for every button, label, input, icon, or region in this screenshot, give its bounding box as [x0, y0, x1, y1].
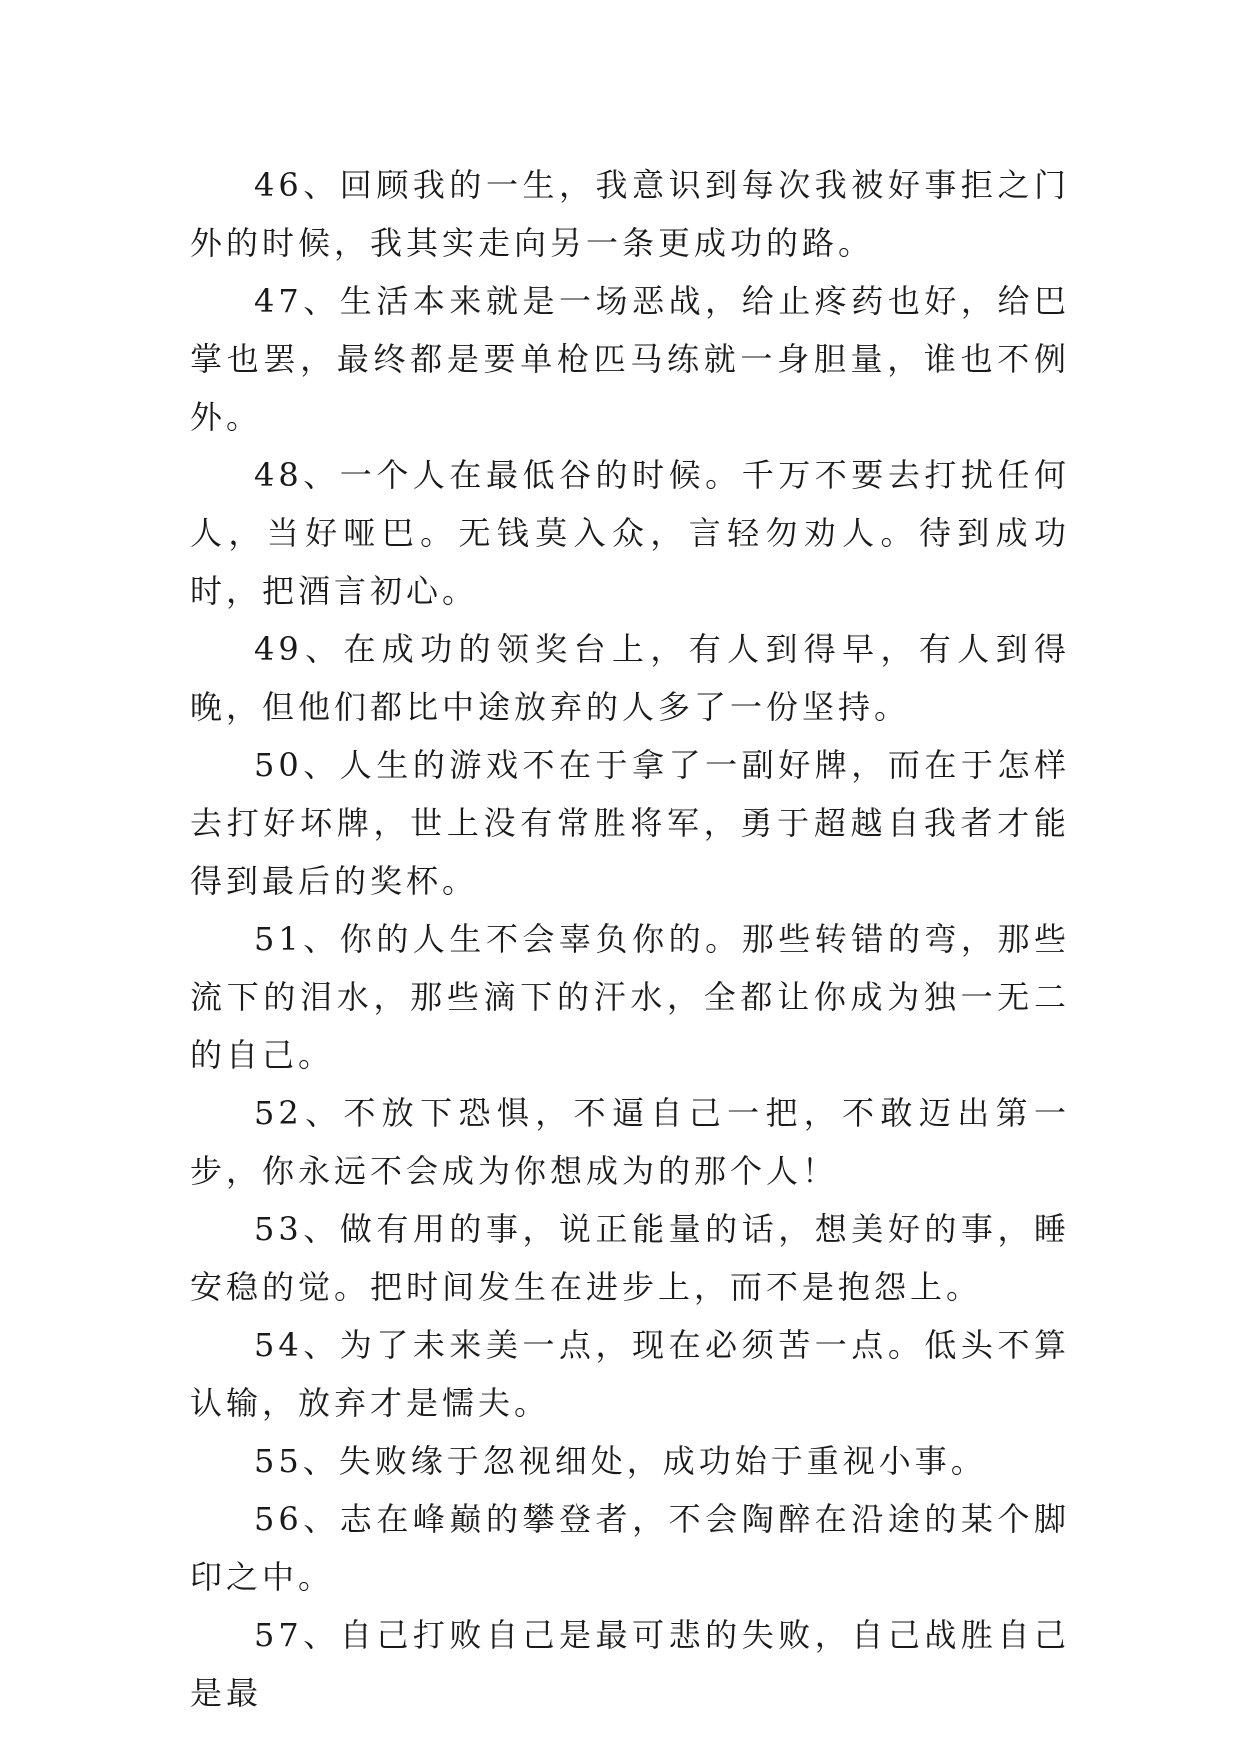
- paragraph-53: 53、做有用的事，说正能量的话，想美好的事，睡安稳的觉。把时间发生在进步上，而不是抱怨上。: [190, 1210, 1070, 1306]
- paragraph-49: 49、在成功的领奖台上，有人到得早，有人到得晚，但他们都比中途放弃的人多了一份坚持。: [190, 630, 1070, 726]
- document-body: [190, 156, 1070, 1722]
- paragraph-57: 57、自己打败自己是最可悲的失败，自己战胜自己是最: [190, 1616, 1070, 1712]
- paragraph-48: 48、一个人在最低谷的时候。千万不要去打扰任何人，当好哑巴。无钱莫入众，言轻勿劝人。待到成功时，把酒言初心。: [190, 456, 1070, 610]
- paragraph-47: 47、生活本来就是一场恶战，给止疼药也好，给巴掌也罢，最终都是要单枪匹马练就一身胆量，谁也不例外。: [190, 282, 1070, 436]
- paragraph-56: 56、志在峰巅的攀登者，不会陶醉在沿途的某个脚印之中。: [190, 1500, 1070, 1596]
- paragraph-55: 55、失败缘于忽视细处，成功始于重视小事。: [254, 1442, 987, 1480]
- paragraph-54: 54、为了未来美一点，现在必须苦一点。低头不算认输，放弃才是懦夫。: [190, 1326, 1070, 1422]
- paragraph-51: 51、你的人生不会辜负你的。那些转错的弯，那些流下的泪水，那些滴下的汗水，全都让你成为独一无二的自己。: [190, 920, 1070, 1074]
- paragraph-52: 52、不放下恐惧，不逼自己一把，不敢迈出第一步，你永远不会成为你想成为的那个人！: [190, 1094, 1070, 1190]
- paragraph-46: 46、回顾我的一生，我意识到每次我被好事拒之门外的时候，我其实走向另一条更成功的路。: [190, 166, 1070, 262]
- paragraph-50: 50、人生的游戏不在于拿了一副好牌，而在于怎样去打好坏牌，世上没有常胜将军，勇于超越自我者才能得到最后的奖杯。: [190, 746, 1070, 900]
